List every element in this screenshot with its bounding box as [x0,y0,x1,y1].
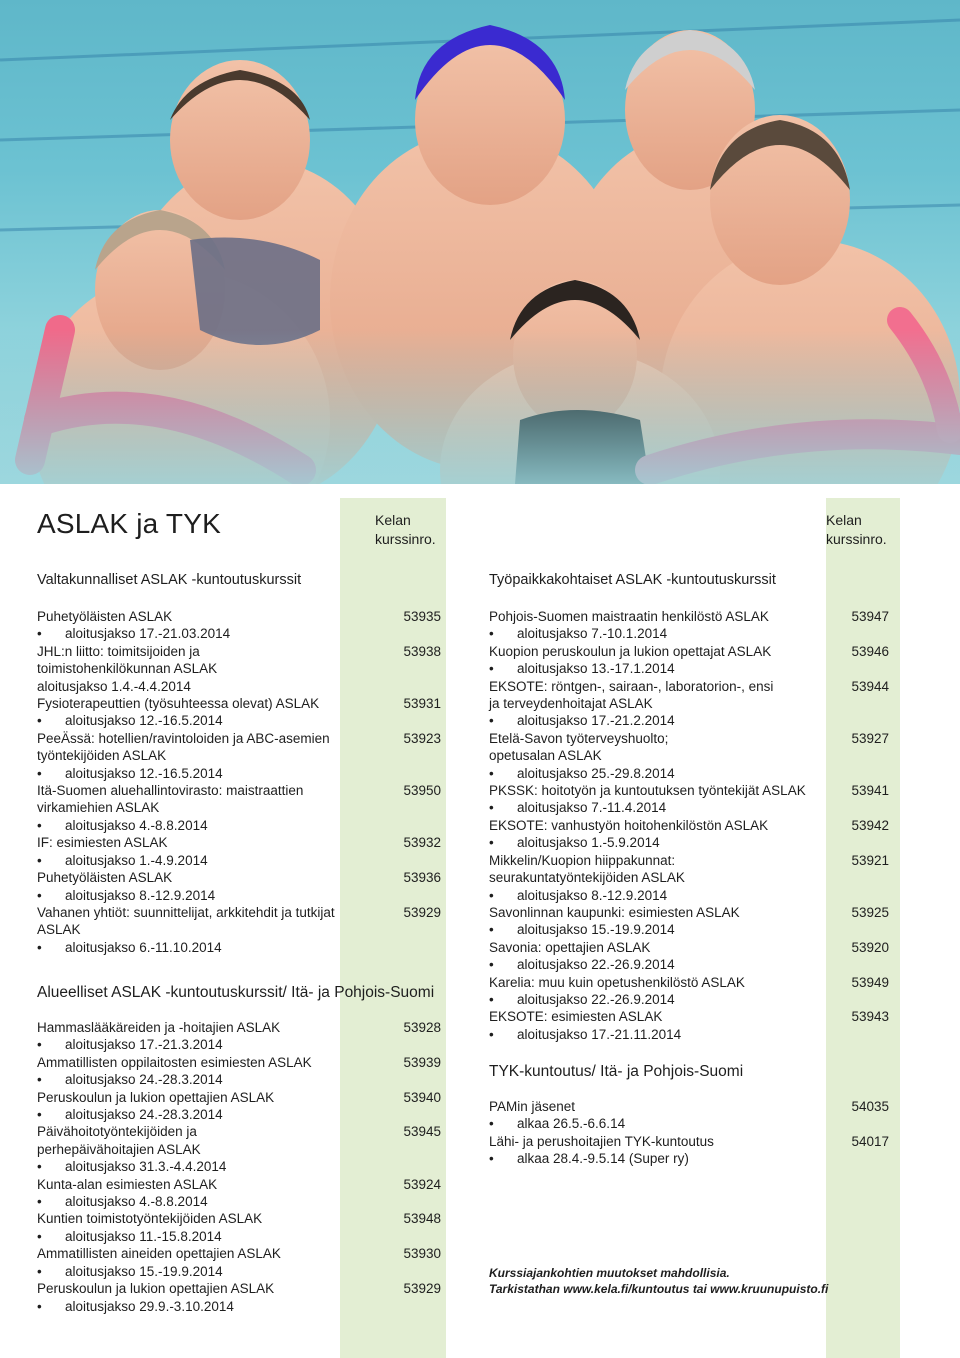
course-name: Kuopion peruskoulun ja lukion opettajat ASLAK [489,643,772,659]
course-period: • aloitusjakso 8.-12.9.2014 [489,887,889,904]
footnote-line1: Kurssiajankohtien muutokset mahdollisia. [489,1266,730,1280]
list-item [37,904,441,956]
section-title-tyk: TYK-kuntoutus/ Itä- ja Pohjois-Suomi [489,1063,744,1080]
kelan-line2: kurssinro. [826,531,887,547]
course-name: EKSOTE: vanhustyön hoitohenkilöstön ASLAK [489,817,769,833]
course-name: EKSOTE: röntgen-, sairaan-, laboratorion-, ensi ja terveydenhoitajat ASLAK [489,678,774,712]
page-title: ASLAK ja TYK [37,508,221,539]
course-code: 53948 [403,1211,441,1227]
course-code: 53935 [403,609,441,624]
list-item [489,1098,889,1133]
course-period: • aloitusjakso 1.-5.9.2014 [489,834,889,851]
course-name: Kunta-alan esimiesten ASLAK [37,1176,218,1192]
list-item [489,1133,889,1168]
footnote-line2: Tarkistathan www.kela.fi/kuntoutus tai www.kruunupuisto.fi [489,1281,829,1296]
kelan-label-left [375,511,436,549]
list-item [37,782,441,834]
course-period: • aloitusjakso 12.-16.5.2014 [37,712,441,729]
list-item [37,643,441,695]
course-name: IF: esimiesten ASLAK [37,835,168,851]
course-period: • aloitusjakso 7.-11.4.2014 [489,799,889,816]
course-name: Itä-Suomen aluehallintovirasto: maistraattien virkamiehien ASLAK [37,783,304,816]
kelan-line2: kurssinro. [375,531,436,547]
list-item [489,852,889,904]
course-code: 53930 [403,1246,441,1262]
course-name: Fysioterapeuttien (työsuhteessa olevat) ASLAK [37,696,320,712]
course-name: Etelä-Savon työterveyshuolto; opetusalan ASLAK [489,730,669,764]
course-period: • aloitusjakso 24.-28.3.2014 [37,1071,441,1088]
course-name: Pohjois-Suomen maistraatin henkilöstö ASLAK [489,609,769,624]
tyk-course-list [489,1098,889,1168]
course-code: 53936 [403,870,441,886]
course-name: Lähi- ja perushoitajien TYK-kuntoutus [489,1133,714,1149]
list-item [37,1280,441,1315]
list-item [37,1089,441,1124]
list-item [37,730,441,782]
kelan-label-right [826,511,887,549]
course-code: 53927 [851,730,889,746]
kelan-line1: Kelan [375,512,411,528]
course-code: 53939 [403,1054,441,1070]
course-period: • aloitusjakso 17.-21.11.2014 [489,1026,889,1043]
list-item [489,817,889,852]
course-code: 53925 [851,904,889,920]
list-item [489,643,889,678]
section-title-workplace: Työpaikkakohtaiset ASLAK -kuntoutuskurssit [489,572,776,588]
course-name: Ammatillisten oppilaitosten esimiesten ASLAK [37,1054,312,1070]
course-code: 53928 [403,1020,441,1035]
course-code: 53942 [851,817,889,833]
course-period: • aloitusjakso 13.-17.1.2014 [489,660,889,677]
workplace-course-list [489,608,889,1043]
list-item [37,1176,441,1211]
course-code: 53929 [403,1281,441,1297]
national-course-list [37,608,441,956]
course-period: • aloitusjakso 31.3.-4.4.2014 [37,1158,441,1175]
course-name: Karelia: muu kuin opetushenkilöstö ASLAK [489,974,745,990]
list-item [489,678,889,730]
course-period: aloitusjakso 1.4.-4.4.2014 [37,678,191,694]
course-code: 53938 [403,643,441,659]
course-code: 53940 [403,1089,441,1105]
course-period: • aloitusjakso 8.-12.9.2014 [37,887,441,904]
course-name: Puhetyöläisten ASLAK [37,870,173,886]
pool-photo [0,0,960,484]
list-item [489,1008,889,1043]
course-name: Vahanen yhtiöt: suunnittelijat, arkkitehdit ja tutkijat ASLAK [37,904,335,938]
course-code: 53932 [403,835,441,851]
course-name: Savonlinnan kaupunki: esimiesten ASLAK [489,904,740,920]
course-period: • aloitusjakso 4.-8.8.2014 [37,817,441,834]
list-item [37,1245,441,1280]
course-code: 53944 [851,678,889,694]
list-item [37,1054,441,1089]
list-item [489,608,889,643]
course-code: 53921 [851,852,889,868]
course-name: PKSSK: hoitotyön ja kuntoutuksen työntekijät ASLAK [489,783,806,799]
course-name: Savonia: opettajien ASLAK [489,939,651,955]
course-period: • aloitusjakso 17.-21.2.2014 [489,712,889,729]
course-code: 54035 [851,1099,889,1114]
course-code: 53941 [851,783,889,799]
course-name: Puhetyöläisten ASLAK [37,609,173,624]
footnote [489,1266,828,1297]
course-period: • aloitusjakso 29.9.-3.10.2014 [37,1298,441,1315]
course-code: 53943 [851,1009,889,1025]
course-name: Hammaslääkäreiden ja -hoitajien ASLAK [37,1020,281,1035]
course-period: • alkaa 28.4.-9.5.14 (Super ry) [489,1150,889,1167]
regional-course-list [37,1019,441,1315]
course-period: • aloitusjakso 6.-11.10.2014 [37,939,441,956]
course-period: • alkaa 26.5.-6.6.14 [489,1115,889,1132]
course-code: 53931 [403,696,441,712]
course-name: EKSOTE: esimiesten ASLAK [489,1009,663,1025]
course-name: Peruskoulun ja lukion opettajien ASLAK [37,1089,275,1105]
list-item [37,1210,441,1245]
course-period: • aloitusjakso 17.-21.03.2014 [37,625,441,642]
course-code: 53949 [851,974,889,990]
course-period: • aloitusjakso 11.-15.8.2014 [37,1228,441,1245]
course-name: Kuntien toimistotyöntekijöiden ASLAK [37,1211,263,1227]
course-code: 53945 [403,1124,441,1140]
course-name: Mikkelin/Kuopion hiippakunnat: seurakuntatyöntekijöiden ASLAK [489,852,685,886]
list-item [489,974,889,1009]
list-item [37,608,441,643]
course-period: • aloitusjakso 15.-19.9.2014 [37,1263,441,1280]
course-period: • aloitusjakso 25.-29.8.2014 [489,765,889,782]
list-item [489,904,889,939]
list-item [37,1019,441,1054]
list-item [489,730,889,782]
pool-photo-illustration [0,0,960,484]
course-code: 53947 [851,609,889,624]
course-name: Päivähoitotyöntekijöiden ja perhepäivähoitajien ASLAK [37,1124,201,1157]
course-name: Ammatillisten aineiden opettajien ASLAK [37,1246,281,1262]
course-period: • aloitusjakso 22.-26.9.2014 [489,956,889,973]
list-item [489,782,889,817]
course-code: 53929 [403,904,441,920]
course-period: • aloitusjakso 7.-10.1.2014 [489,625,889,642]
list-item [37,869,441,904]
course-period: • aloitusjakso 22.-26.9.2014 [489,991,889,1008]
course-period: • aloitusjakso 1.-4.9.2014 [37,852,441,869]
course-period: • aloitusjakso 24.-28.3.2014 [37,1106,441,1123]
kelan-line1: Kelan [826,512,862,528]
course-name: PAMin jäsenet [489,1099,576,1114]
course-code: 53950 [403,783,441,799]
course-name: JHL:n liitto: toimitsijoiden ja toimistohenkilökunnan ASLAK [37,643,218,677]
course-period: • aloitusjakso 12.-16.5.2014 [37,765,441,782]
course-name: PeeÄssä: hotellien/ravintoloiden ja ABC-asemien työntekijöiden ASLAK [37,730,330,764]
list-item [37,695,441,730]
course-code: 54017 [851,1133,889,1149]
course-name: Peruskoulun ja lukion opettajien ASLAK [37,1281,275,1297]
course-code: 53920 [851,939,889,955]
section-title-national: Valtakunnalliset ASLAK -kuntoutuskurssit [37,572,302,588]
list-item [489,939,889,974]
course-code: 53923 [403,730,441,746]
section-title-regional: Alueelliset ASLAK -kuntoutuskurssit/ Itä- ja Pohjois-Suomi [37,984,435,1001]
course-period: • aloitusjakso 4.-8.8.2014 [37,1193,441,1210]
course-code: 53924 [403,1176,441,1192]
course-period: • aloitusjakso 15.-19.9.2014 [489,921,889,938]
course-code: 53946 [851,643,889,659]
course-period: • aloitusjakso 17.-21.3.2014 [37,1036,441,1053]
list-item [37,834,441,869]
list-item [37,1123,441,1175]
